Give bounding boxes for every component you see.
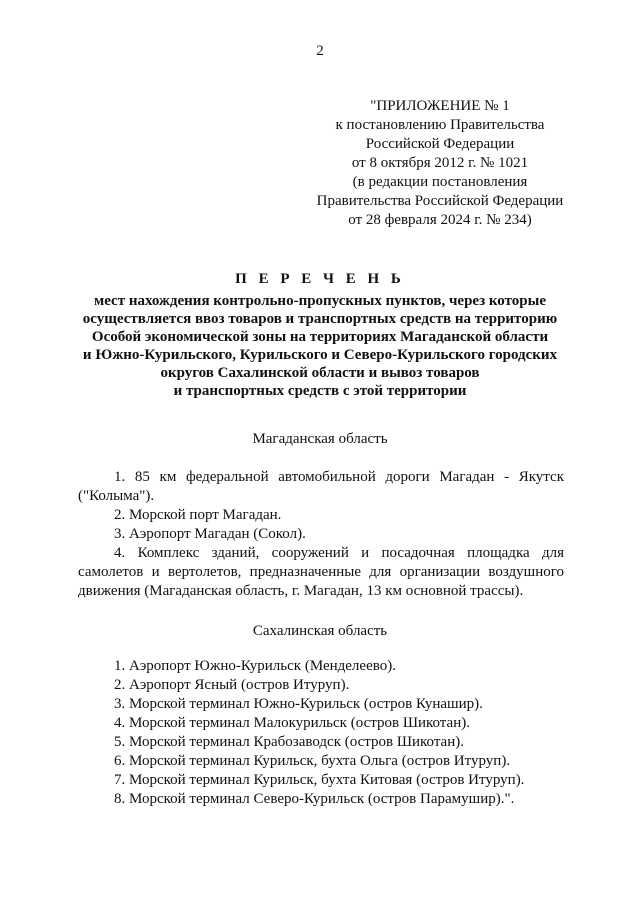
sakhalin-list (78, 657, 564, 809)
annex-line: Правительства Российской Федерации (316, 193, 564, 209)
subtitle-line: округов Сахалинской области и вывоз товаров (160, 365, 480, 381)
section-heading-magadan: Магаданская область (252, 431, 388, 447)
list-item: 1. Аэропорт Южно-Курильск (Менделеево). (114, 658, 396, 674)
subtitle-line: и Южно-Курильского, Курильского и Северо-Курильского городских (82, 347, 558, 363)
list-item: 4. Морской терминал Малокурильск (остров Шикотан). (114, 715, 470, 731)
subtitle-line: Особой экономической зоны на территориях Магаданской области (91, 329, 549, 345)
list-item: 4. Комплекс зданий, сооружений и посадочная площадка для (114, 545, 564, 561)
list-item-continuation: ("Колыма"). (78, 488, 155, 504)
annex-line: "ПРИЛОЖЕНИЕ № 1 (370, 98, 510, 114)
list-item: 2. Морской порт Магадан. (114, 507, 282, 523)
annex-header (300, 97, 580, 230)
section-heading-sakhalin: Сахалинская область (252, 623, 388, 639)
document-subtitle (40, 292, 600, 400)
annex-line: Российской Федерации (365, 136, 515, 152)
list-item: 3. Аэропорт Магадан (Сокол). (114, 526, 306, 542)
list-item-continuation: движения (Магаданская область, г. Магадан, 13 км основной трассы). (78, 583, 524, 599)
annex-line: к постановлению Правительства (335, 117, 545, 133)
list-item: 7. Морской терминал Курильск, бухта Китовая (остров Итуруп). (114, 772, 525, 788)
list-item: 3. Морской терминал Южно-Курильск (остров Кунашир). (114, 696, 483, 712)
annex-line: от 28 февраля 2024 г. № 234) (348, 212, 532, 228)
annex-line: (в редакции постановления (352, 174, 528, 190)
list-item: 6. Морской терминал Курильск, бухта Ольга (остров Итуруп). (114, 753, 511, 769)
list-item: 2. Аэропорт Ясный (остров Итуруп). (114, 677, 350, 693)
document-title: П Е Р Е Ч Е Н Ь (235, 271, 405, 287)
list-item: 1. 85 км федеральной автомобильной дороги Магадан - Якутск (114, 469, 564, 485)
page-number: 2 (316, 43, 324, 59)
list-item: 8. Морской терминал Северо-Курильск (остров Парамушир).". (114, 791, 515, 807)
subtitle-line: мест нахождения контрольно-пропускных пунктов, через которые (94, 293, 546, 309)
list-item-continuation: самолетов и вертолетов, предназначенные для организации воздушного (78, 564, 564, 580)
subtitle-line: и транспортных средств с этой территории (173, 383, 467, 399)
annex-line: от 8 октября 2012 г. № 1021 (351, 155, 529, 171)
subtitle-line: осуществляется ввоз товаров и транспортных средств на территорию (82, 311, 558, 327)
magadan-list (78, 468, 564, 601)
list-item: 5. Морской терминал Крабозаводск (остров Шикотан). (114, 734, 464, 750)
